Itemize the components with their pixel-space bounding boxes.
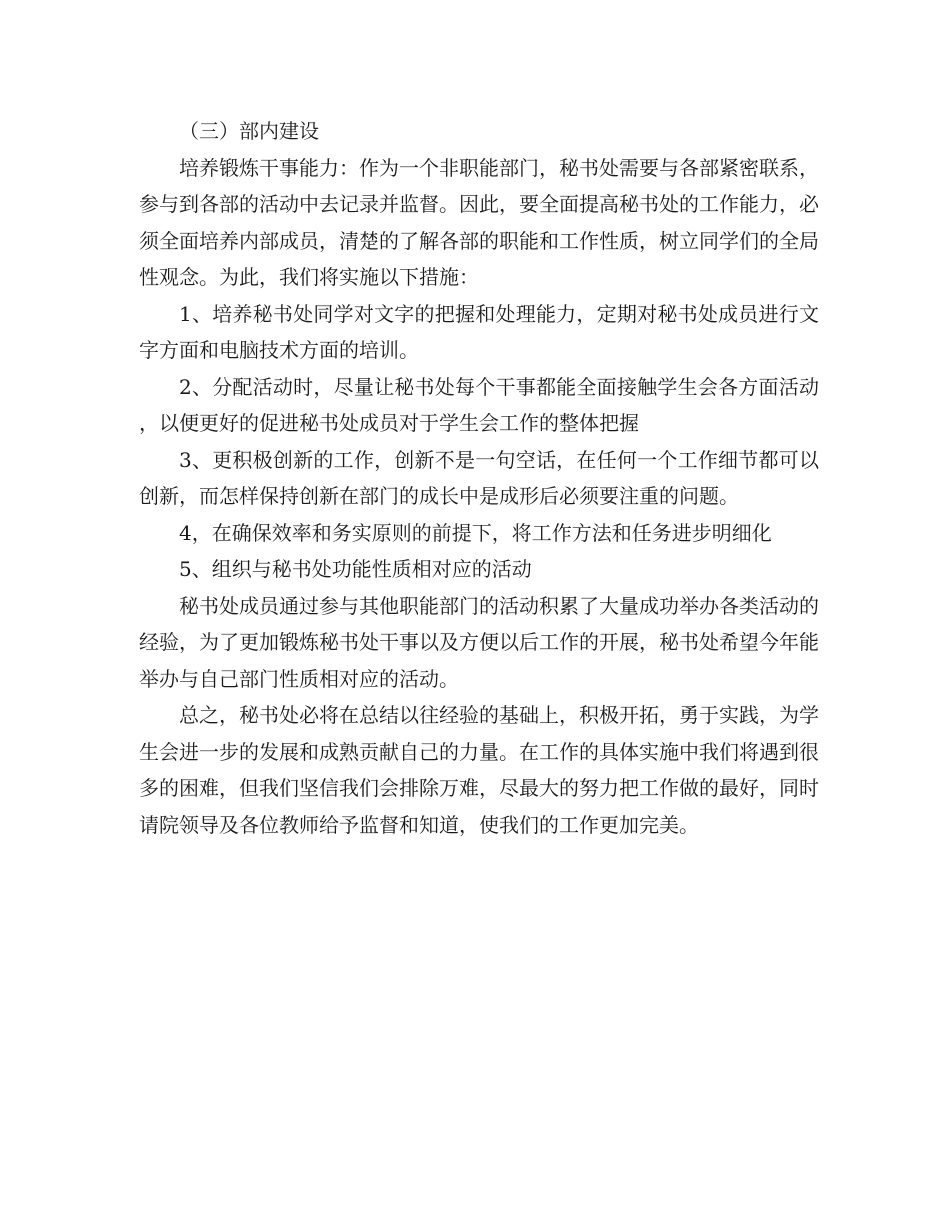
paragraph-measure-1: 1、培养秘书处同学对文字的把握和处理能力，定期对秘书处成员进行文字方面和电脑技术方面的培训。 (139, 301, 819, 362)
section-heading: （三）部内建设 (179, 119, 319, 143)
paragraph-activities: 秘书处成员通过参与其他职能部门的活动积累了大量成功举办各类活动的经验，为了更加锻炼秘书处干事以及方便以后工作的开展，秘书处希望今年能举办与自己部门性质相对应的活动。 (139, 593, 819, 691)
paragraph-measure-4: 4，在确保效率和务实原则的前提下，将工作方法和任务进步明细化 (179, 520, 772, 545)
paragraph-intro: 培养锻炼干事能力：作为一个非职能部门，秘书处需要与各部紧密联系，参与到各部的活动中去记录并监督。因此，要全面提高秘书处的工作能力，必须全面培养内部成员，清楚的了解各部的职能和工作性质，树立同学们的全局性观念。为此，我们将实施以下措施： (139, 155, 819, 289)
paragraph-measure-5: 5、组织与秘书处功能性质相对应的活动 (179, 557, 532, 581)
paragraph-measure-3: 3、更积极创新的工作，创新不是一句空话，在任何一个工作细节都可以创新，而怎样保持创新在部门的成长中是成形后必须要注重的问题。 (139, 447, 819, 508)
paragraph-conclusion: 总之，秘书处必将在总结以往经验的基础上，积极开拓，勇于实践，为学生会进一步的发展和成熟贡献自己的力量。在工作的具体实施中我们将遇到很多的困难，但我们坚信我们会排除万难，尽最大的努力把工作做的最好，同时请院领导及各位教师给予监督和知道，使我们的工作更加完美。 (139, 703, 819, 837)
paragraph-measure-2: 2、分配活动时，尽量让秘书处每个干事都能全面接触学生会各方面活动，以便更好的促进秘书处成员对于学生会工作的整体把握 (139, 374, 819, 435)
document-body (139, 113, 819, 843)
